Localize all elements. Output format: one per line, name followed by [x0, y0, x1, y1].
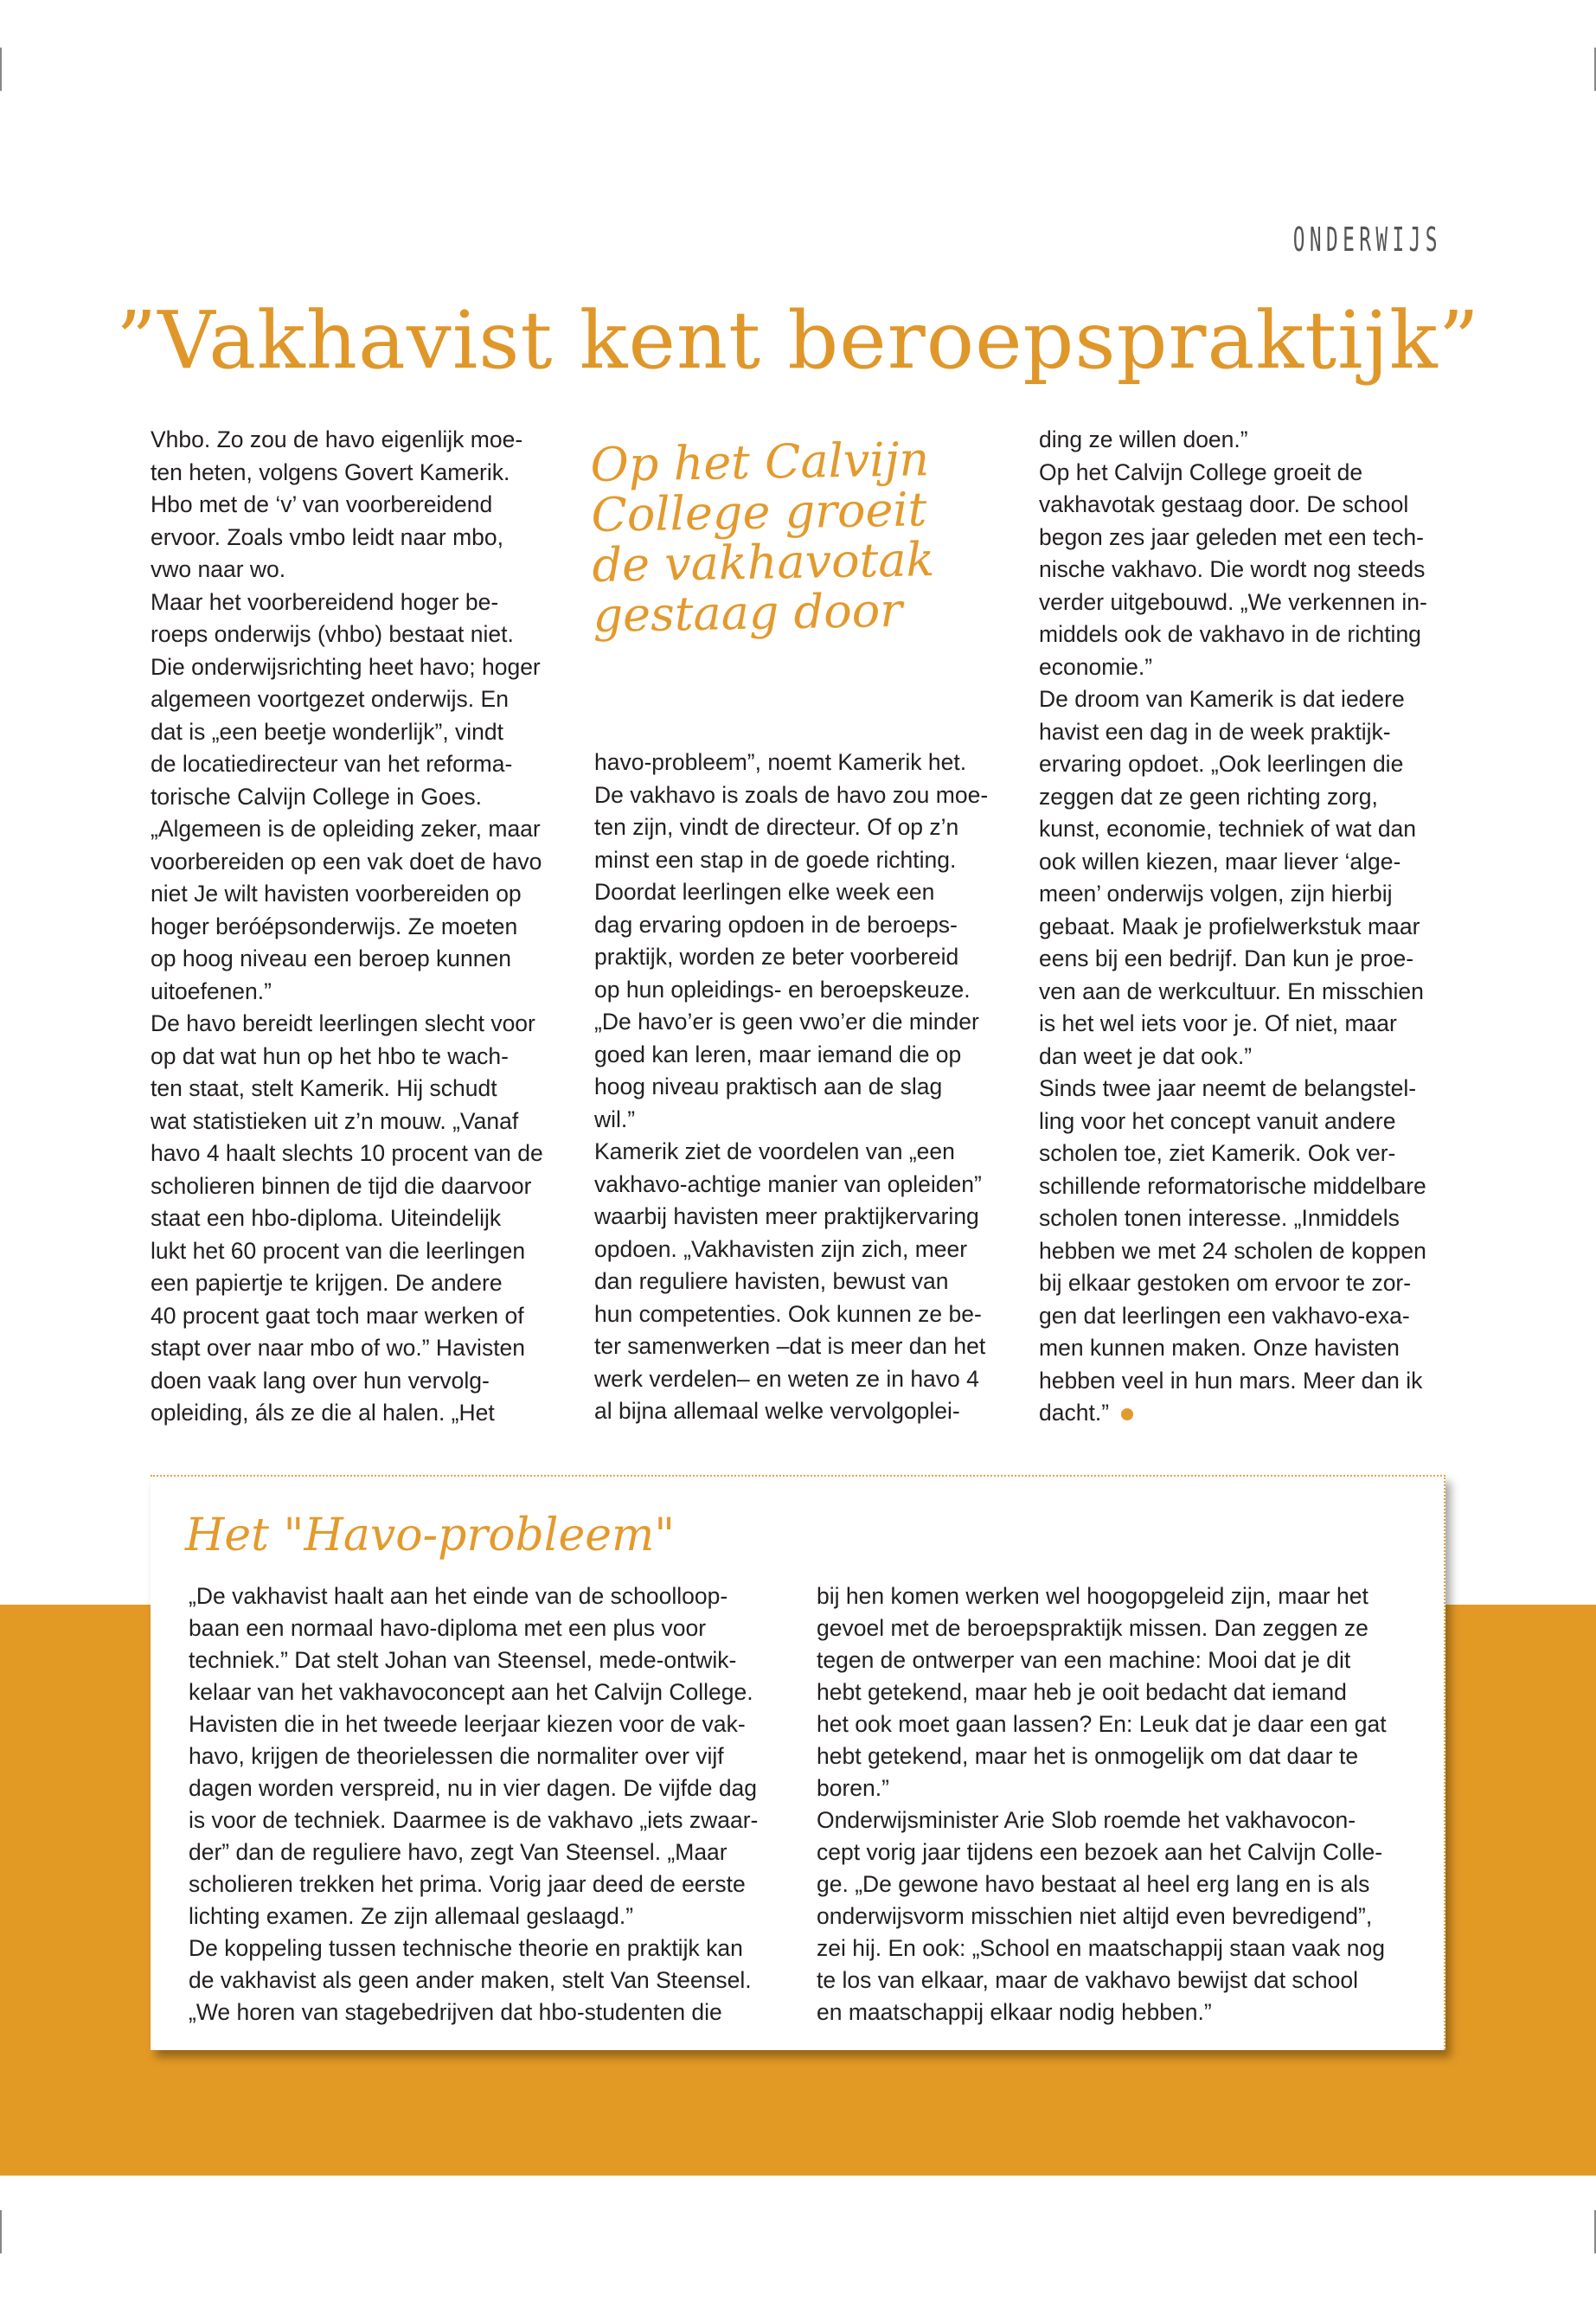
- text-line: niet Je wilt havisten voorbereiden op: [151, 881, 522, 907]
- text-line: dat is „een beetje wonderlijk”, vindt: [151, 718, 504, 745]
- text-line: goed kan leren, maar iemand die op: [594, 1041, 962, 1067]
- text-line: waarbij havisten meer praktijkervaring: [594, 1203, 979, 1229]
- text-line: economie.”: [1039, 653, 1153, 680]
- text-line: ten staat, stelt Kamerik. Hij schudt: [151, 1075, 497, 1101]
- text-line: Hbo met de ‘v’ van voorbereidend: [151, 491, 493, 517]
- text-line: hebt getekend, maar het is onmogelijk om dat daar te: [817, 1743, 1359, 1769]
- text-line: zeggen dat ze geen richting zorg,: [1039, 783, 1378, 810]
- text-line: verder uitgebouwd. „We verkennen in-: [1039, 588, 1427, 615]
- text-line: zei hij. En ook: „School en maatschappij staan vaak nog: [817, 1935, 1386, 1961]
- text-line: havo-probleem”, noemt Kamerik het.: [594, 749, 967, 775]
- text-line: Vhbo. Zo zou de havo eigenlijk moe-: [151, 426, 523, 452]
- text-line: men kunnen maken. Onze havisten: [1039, 1335, 1400, 1361]
- text-line: ge. „De gewone havo bestaat al heel erg lang en is als: [817, 1871, 1370, 1897]
- text-line: Doordat leerlingen elke week een: [594, 879, 935, 905]
- text-line: praktijk, worden ze beter voorbereid: [594, 944, 959, 970]
- text-line: cept vorig jaar tijdens een bezoek aan het Calvijn Colle-: [817, 1839, 1383, 1865]
- sidebar-box-title: Het "Havo-probleem": [185, 1509, 676, 1561]
- text-line: ervoor. Zoals vmbo leidt naar mbo,: [151, 523, 503, 550]
- text-line: De havo bereidt leerlingen slecht voor: [151, 1010, 535, 1036]
- text-line: staat een hbo-diploma. Uiteindelijk: [151, 1205, 502, 1231]
- text-line: schillende reformatorische middelbare: [1039, 1172, 1426, 1199]
- text-line: dag ervaring opdoen in de beroeps-: [594, 911, 958, 938]
- text-line: havist een dag in de week praktijk-: [1039, 718, 1391, 745]
- article-column-3: [1039, 424, 1454, 1430]
- text-line: havo, krijgen de theorielessen die normaliter over vijf: [189, 1743, 724, 1769]
- crop-mark-bottom-left: [0, 2210, 2, 2253]
- text-line: middels ook de vakhavo in de richting: [1039, 621, 1421, 647]
- text-line: „De vakhavist haalt aan het einde van de schoolloop-: [189, 1583, 728, 1609]
- text-line: dan weet je dat ook.”: [1039, 1042, 1253, 1069]
- article-column-2: [594, 747, 1005, 1428]
- text-line: 40 procent gaat toch maar werken of: [151, 1302, 524, 1329]
- text-line: scholen tonen interesse. „Inmiddels: [1039, 1205, 1400, 1231]
- text-line: op hoog niveau een beroep kunnen: [151, 945, 511, 971]
- text-line: der” dan de reguliere havo, zegt Van Steensel. „Maar: [189, 1839, 727, 1865]
- text-line: Maar het voorbereidend hoger be-: [151, 588, 499, 615]
- text-line: dan reguliere havisten, bewust van: [594, 1268, 949, 1294]
- text-line: bij hen komen werken wel hoogopgeleid zijn, maar het: [817, 1583, 1368, 1609]
- crop-mark-top-left: [0, 48, 2, 91]
- text-line: Onderwijsminister Arie Slob roemde het vakhavocon-: [817, 1807, 1356, 1833]
- text-line: gen dat leerlingen een vakhavo-exa-: [1039, 1302, 1410, 1329]
- text-line: meen’ onderwijs volgen, zijn hierbij: [1039, 881, 1393, 907]
- text-line: opleiding, áls ze die al halen. „Het: [151, 1400, 495, 1426]
- text-line: torische Calvijn College in Goes.: [151, 783, 482, 810]
- text-line: gebaat. Maak je profielwerkstuk maar: [1039, 913, 1420, 939]
- text-line: ter samenwerken –dat is meer dan het: [594, 1333, 986, 1359]
- text-line: wat statistieken uit z’n mouw. „Vanaf: [151, 1107, 519, 1134]
- text-line: de locatiedirecteur van het reforma-: [151, 751, 513, 777]
- text-line: kelaar van het vakhavoconcept aan het Calvijn College.: [189, 1679, 753, 1705]
- text-line: op hun opleidings- en beroepskeuze.: [594, 976, 971, 1003]
- text-line: bij elkaar gestoken om ervoor te zor-: [1039, 1270, 1412, 1296]
- text-line: op dat wat hun op het hbo te wach-: [151, 1042, 509, 1069]
- text-line: algemeen voortgezet onderwijs. En: [151, 686, 509, 712]
- text-line: wil.”: [594, 1106, 636, 1132]
- text-line: ervaring opdoet. „Ook leerlingen die: [1039, 751, 1404, 777]
- text-line: is het wel iets voor je. Of niet, maar: [1039, 1010, 1397, 1036]
- text-line: ding ze willen doen.”: [1039, 426, 1248, 452]
- text-line: scholieren trekken het prima. Vorig jaar deed de eerste: [189, 1871, 746, 1897]
- text-line: de vakhavist als geen ander maken, stelt Van Steensel.: [189, 1967, 752, 1993]
- text-line: havo 4 haalt slechts 10 procent van de: [151, 1140, 543, 1166]
- text-line: stapt over naar mbo of wo.” Havisten: [151, 1335, 526, 1361]
- article-column-1: [151, 424, 557, 1430]
- text-line: lukt het 60 procent van die leerlingen: [151, 1237, 526, 1264]
- text-line: ten heten, volgens Govert Kamerik.: [151, 458, 510, 485]
- text-line: boren.”: [817, 1775, 889, 1801]
- end-mark-dot: [1121, 1408, 1133, 1420]
- text-line: vakhavotak gestaag door. De school: [1039, 491, 1409, 517]
- text-line: hebben veel in hun mars. Meer dan ik: [1039, 1367, 1423, 1394]
- text-line: ling voor het concept vanuit andere: [1039, 1107, 1396, 1134]
- text-line: een papiertje te krijgen. De andere: [151, 1270, 503, 1296]
- article-headline: ”Vakhavist kent beroepspraktijk”: [116, 294, 1480, 387]
- text-line: hoog niveau praktisch aan de slag: [594, 1074, 943, 1099]
- text-line: ven aan de werkcultuur. En misschien: [1039, 977, 1424, 1004]
- text-line: baan een normaal havo-diploma met een plus voor: [189, 1615, 707, 1641]
- text-line: is voor de techniek. Daarmee is de vakhavo „iets zwaar-: [189, 1807, 759, 1833]
- text-line: ook willen kiezen, maar liever ‘alge-: [1039, 848, 1401, 875]
- text-line: opdoen. „Vakhavisten zijn zich, meer: [594, 1235, 968, 1262]
- text-line: nische vakhavo. Die wordt nog steeds: [1039, 556, 1426, 582]
- text-line: gevoel met de beroepspraktijk missen. Dan zeggen ze: [817, 1615, 1368, 1641]
- text-line: De droom van Kamerik is dat iedere: [1039, 686, 1405, 712]
- text-line: en maatschappij elkaar nodig hebben.”: [817, 1999, 1212, 2025]
- text-line: vwo naar wo.: [151, 556, 286, 582]
- sidebar-box: [151, 1475, 1445, 2050]
- text-line: „Algemeen is de opleiding zeker, maar: [151, 816, 541, 842]
- text-line: tegen de ontwerper van een machine: Mooi dat je dit: [817, 1647, 1351, 1673]
- text-line: techniek.” Dat stelt Johan van Steensel, mede-ontwik-: [189, 1647, 737, 1673]
- text-line: uitoefenen.”: [151, 977, 272, 1004]
- text-line: onderwijsvorm misschien niet altijd even bevredigend”,: [817, 1903, 1373, 1929]
- section-label: ONDERWIJS: [1292, 221, 1442, 259]
- text-line: ten zijn, vindt de directeur. Of op z’n: [594, 814, 959, 840]
- pull-quote: Op het Calvijn College groeit de vakhavotak gestaag door: [589, 432, 935, 643]
- text-line: dagen worden verspreid, nu in vier dagen. De vijfde dag: [189, 1775, 758, 1801]
- text-line: Havisten die in het tweede leerjaar kiezen voor de vak-: [189, 1711, 746, 1737]
- text-line: minst een stap in de goede richting.: [594, 846, 957, 873]
- text-line: scholieren binnen de tijd die daarvoor: [151, 1172, 532, 1199]
- text-line: Kamerik ziet de voordelen van „een: [594, 1138, 955, 1164]
- text-line: te los van elkaar, maar de vakhavo bewijst dat school: [817, 1967, 1359, 1993]
- text-line: begon zes jaar geleden met een tech-: [1039, 523, 1424, 550]
- sidebar-box-column-2: [817, 1580, 1413, 2029]
- text-line: vakhavo-achtige manier van opleiden”: [594, 1170, 982, 1197]
- text-line: lichting examen. Ze zijn allemaal geslaagd.”: [189, 1903, 634, 1929]
- text-line: roeps onderwijs (vhbo) bestaat niet.: [151, 621, 514, 647]
- text-line: werk verdelen– en weten ze in havo 4: [594, 1365, 979, 1392]
- text-line: „We horen van stagebedrijven dat hbo-studenten die: [189, 1999, 722, 2025]
- sidebar-box-column-1: [189, 1580, 785, 2029]
- text-line: „De havo’er is geen vwo’er die minder: [594, 1009, 979, 1035]
- text-line: scholen toe, ziet Kamerik. Ook ver-: [1039, 1140, 1396, 1166]
- text-line: De vakhavo is zoals de havo zou moe-: [594, 781, 989, 808]
- text-line: hoger beróépsonderwijs. Ze moeten: [151, 913, 518, 939]
- text-line: al bijna allemaal welke vervolgoplei-: [594, 1398, 960, 1424]
- text-line: Op het Calvijn College groeit de: [1039, 458, 1363, 485]
- text-line: dacht.”: [1039, 1397, 1454, 1430]
- text-line: kunst, economie, techniek of wat dan: [1039, 816, 1417, 842]
- text-line: doen vaak lang over hun vervolg-: [151, 1367, 490, 1394]
- text-line: hun competenties. Ook kunnen ze be-: [594, 1300, 982, 1327]
- text-line: eens bij een bedrijf. Dan kun je proe-: [1039, 945, 1414, 971]
- text-line: Die onderwijsrichting heet havo; hoger: [151, 653, 541, 680]
- text-line: Sinds twee jaar neemt de belangstel-: [1039, 1075, 1417, 1101]
- text-line: hebt getekend, maar heb je ooit bedacht dat iemand: [817, 1679, 1347, 1705]
- text-line: het ook moet gaan lassen? En: Leuk dat je daar een gat: [817, 1711, 1387, 1737]
- text-line: De koppeling tussen technische theorie en praktijk kan: [189, 1935, 743, 1961]
- text-line: voorbereiden op een vak doet de havo: [151, 848, 542, 875]
- text-line: hebben we met 24 scholen de koppen: [1039, 1237, 1426, 1264]
